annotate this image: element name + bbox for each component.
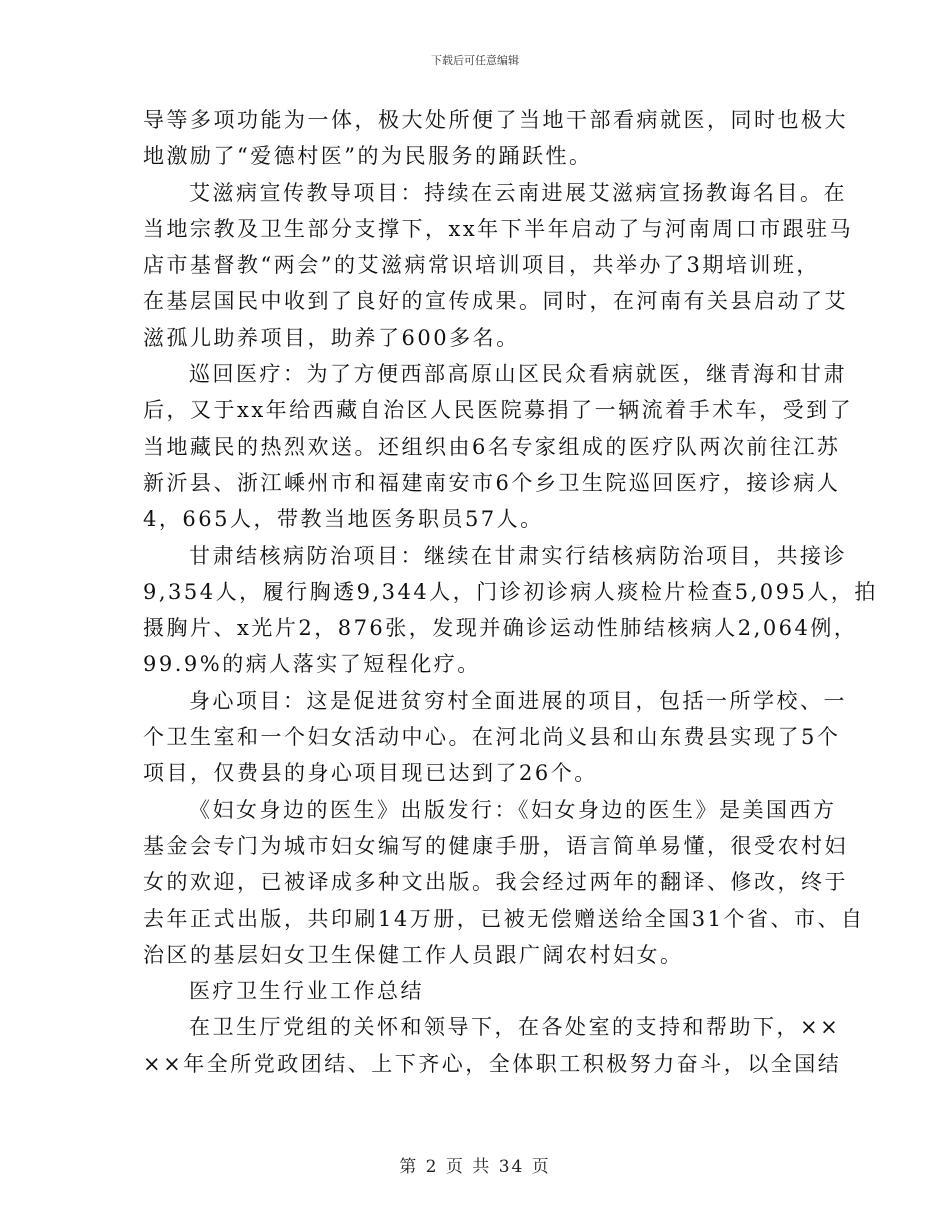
text-line: 店市基督教“两会”的艾滋病常识培训项目，共举办了3期培训班， xyxy=(143,253,820,278)
text-line: 当地宗教及卫生部分支撑下，xx年下半年启动了与河南周口市跟驻马 xyxy=(143,216,854,241)
text-line: 当地藏民的热烈欢送。还组织由6名专家组成的医疗队两次前往江苏 xyxy=(143,434,841,459)
text-line: 女的欢迎，已被译成多种文出版。我会经过两年的翻译、修改，终于 xyxy=(143,870,848,895)
text-line: 去年正式出版，共印刷14万册，已被无偿赠送给全国31个省、市、自 xyxy=(143,906,865,931)
text-line: 基金会专门为城市妇女编写的健康手册，语言简单易懂，很受农村妇 xyxy=(143,833,848,858)
document-body xyxy=(143,102,878,1082)
text-line: 9,354人，履行胸透9,344人，门诊初诊病人痰检片检查5,095人，拍 xyxy=(143,579,878,604)
paragraph-start-mobile-medical: 巡回医疗：为了方便西部高原山区民众看病就医，继青海和甘肃 xyxy=(189,362,847,387)
paragraph-start-body-mind-project: 身心项目：这是促进贫穷村全面进展的项目，包括一所学校、一 xyxy=(189,688,847,713)
text-line: 4，665人，带教当地医务职员57人。 xyxy=(143,507,544,532)
text-line: 个卫生室和一个妇女活动中心。在河北尚义县和山东费县实现了5个 xyxy=(143,725,841,750)
paragraph-start-tb-project: 甘肃结核病防治项目：继续在甘肃实行结核病防治项目，共接诊 xyxy=(189,543,847,568)
text-line: 99.9%的病人落实了短程化疗。 xyxy=(143,652,481,677)
page-number-footer: 第 2 页 共 34 页 xyxy=(399,1157,551,1177)
paragraph-start-aids-education: 艾滋病宣传教导项目：持续在云南进展艾滋病宣扬教诲名目。在 xyxy=(189,180,847,205)
text-line: 摄胸片、x光片2，876张，发现并确诊运动性肺结核病人2,064例， xyxy=(143,616,858,641)
text-line: 在基层国民中收到了良好的宣传成果。同时，在河南有关县启动了艾 xyxy=(143,289,848,314)
text-line: 后，又于xx年给西藏自治区人民医院募捐了一辆流着手术车，受到了 xyxy=(143,398,854,423)
text-line: 地激励了“爱德村医”的为民服务的踊跃性。 xyxy=(143,144,593,169)
section-heading: 医疗卫生行业工作总结 xyxy=(189,979,424,1004)
text-line: 治区的基层妇女卫生保健工作人员跟广阔农村妇女。 xyxy=(143,942,684,967)
page-header-note: 下载后可任意编辑 xyxy=(431,54,519,67)
text-line: ××年全所党政团结、上下齐心，全体职工积极努力奋斗，以全国结 xyxy=(143,1051,842,1076)
text-line: 导等多项功能为一体，极大处所便了当地干部看病就医，同时也极大 xyxy=(143,108,848,132)
text-line: 滋孤儿助养项目，助养了600多名。 xyxy=(143,325,520,350)
paragraph-start-summary: 在卫生厅党组的关怀和领导下，在各处室的支持和帮助下，×× xyxy=(189,1015,841,1040)
text-line: 新沂县、浙江嵊州市和福建南安市6个乡卫生院巡回医疗，接诊病人 xyxy=(143,470,841,495)
paragraph-start-book-publication: 《妇女身边的医生》出版发行：《妇女身边的医生》是美国西方 xyxy=(189,797,837,822)
text-line: 项目，仅费县的身心项目现已达到了26个。 xyxy=(143,761,598,786)
